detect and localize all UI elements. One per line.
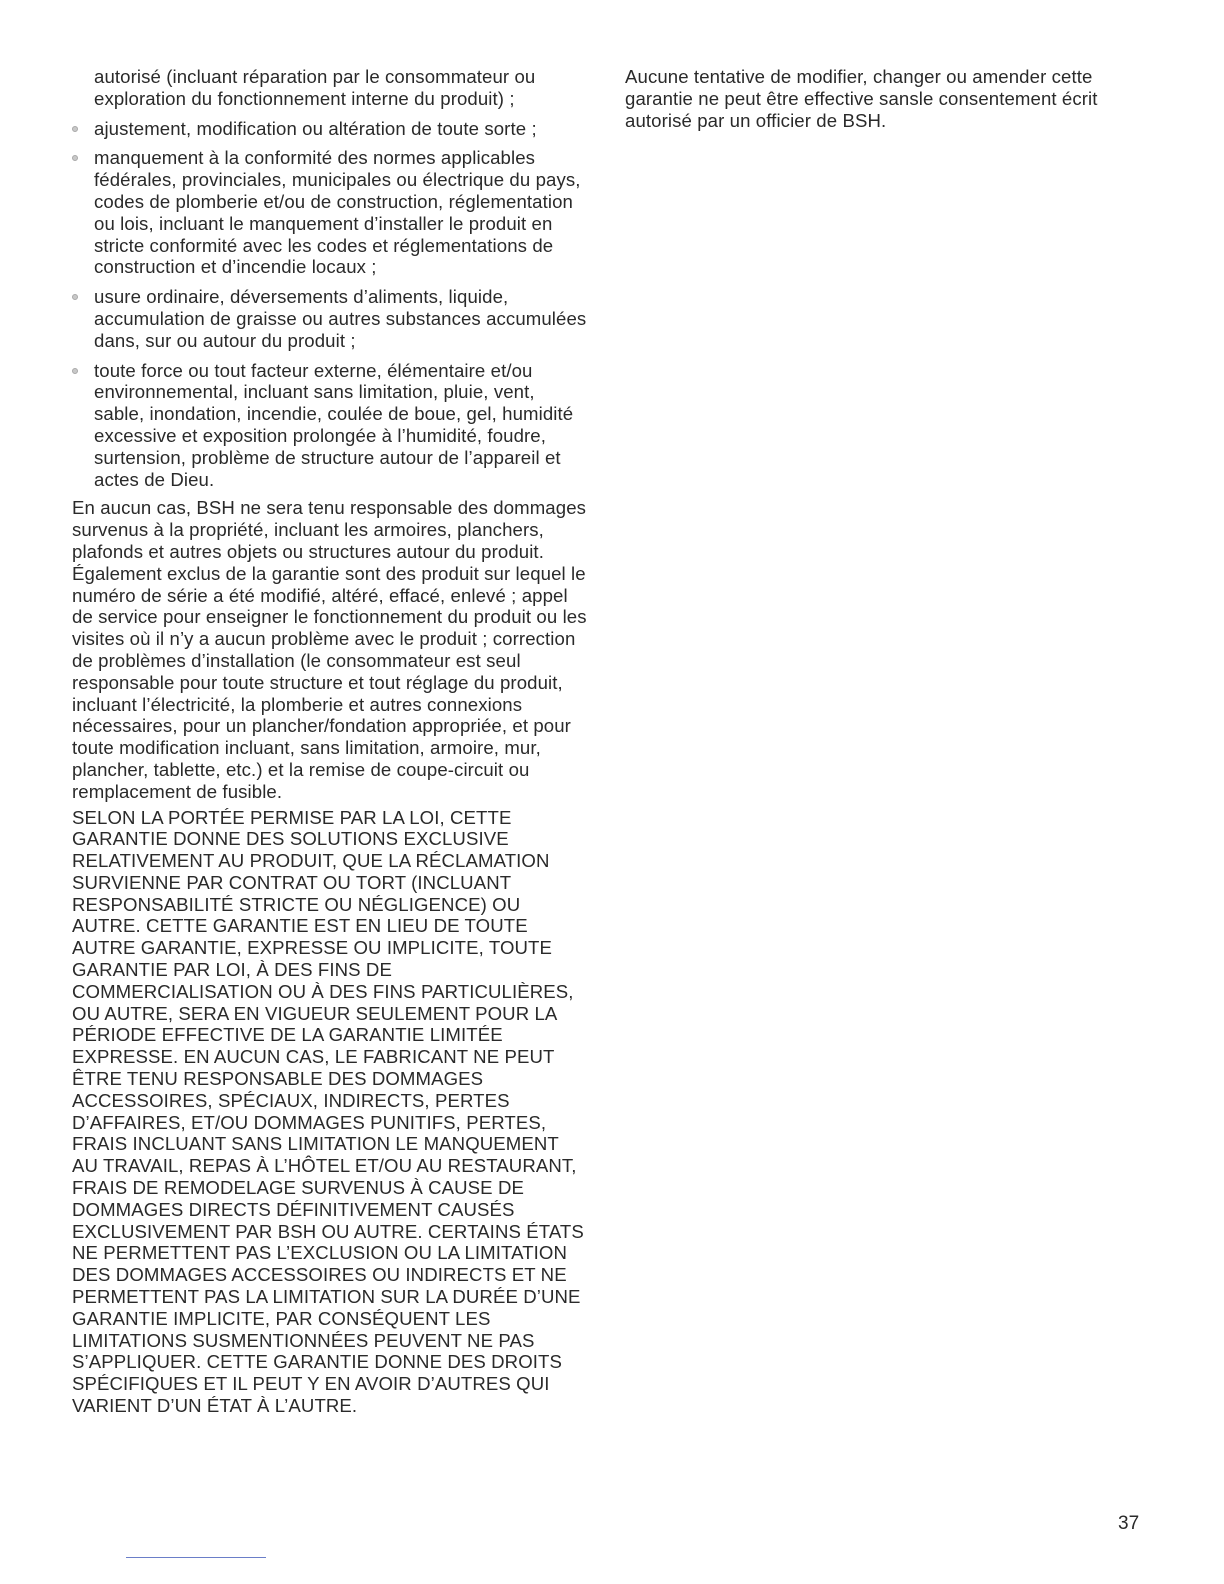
list-item-text: manquement à la conformité des normes applicables fédérales, provinciales, municipales ou électrique du pays, codes de plomberie et/ou de construction, réglementation ou lois, incluant le manquement d’installer le produit en stricte conformité avec les codes et réglementations de construction et d’incendie locaux ;: [94, 147, 581, 278]
right-column: [625, 66, 1145, 131]
list-item: [72, 118, 588, 140]
list-item-text: toute force ou tout facteur externe, élémentaire et/ou environnemental, incluant sans limitation, pluie, vent, sable, inondation, incendie, coulée de boue, gel, humidité excessive et exposition prolongée à l’humidité, foudre, surtension, problème de structure autour de l’appareil et actes de Dieu.: [94, 359, 574, 490]
amendment-paragraph: Aucune tentative de modifier, changer ou amender cette garantie ne peut être effective sansle consentement écrit autorisé par un officier de BSH.: [625, 66, 1098, 131]
left-column: [72, 66, 588, 1417]
list-item-text: usure ordinaire, déversements d’aliments, liquide, accumulation de graisse ou autres substances accumulées dans, sur ou autour du produit ;: [94, 286, 587, 351]
footer-divider: [126, 1557, 266, 1558]
continuation-text: autorisé (incluant réparation par le consommateur ou exploration du fonctionnement interne du produit) ;: [94, 66, 536, 109]
list-item: [72, 147, 588, 278]
limitation-paragraph: SELON LA PORTÉE PERMISE PAR LA LOI, CETTE GARANTIE DONNE DES SOLUTIONS EXCLUSIVE RELATIVEMENT AU PRODUIT, QUE LA RÉCLAMATION SURVIENNE PAR CONTRAT OU TORT (INCLUANT RESPONSABILITÉ STRICTE OU NÉGLIGENCE) OU AUTRE. CETTE GARANTIE EST EN LIEU DE TOUTE AUTRE GARANTIE, EXPRESSE OU IMPLICITE, TOUTE GARANTIE PAR LOI, À DES FINS DE COMMERCIALISATION OU À DES FINS PARTICULIÈRES, OU AUTRE, SERA EN VIGUEUR SEULEMENT POUR LA PÉRIODE EFFECTIVE DE LA GARANTIE LIMITÉE EXPRESSE. EN AUCUN CAS, LE FABRICANT NE PEUT ÊTRE TENU RESPONSABLE DES DOMMAGES ACCESSOIRES, SPÉCIAUX, INDIRECTS, PERTES D’AFFAIRES, ET/OU DOMMAGES PUNITIFS, PERTES, FRAIS INCLUANT SANS LIMITATION LE MANQUEMENT AU TRAVAIL, REPAS À L’HÔTEL ET/OU AU RESTAURANT, FRAIS DE REMODELAGE SURVENUS À CAUSE DE DOMMAGES DIRECTS DÉFINITIVEMENT CAUSÉS EXCLUSIVEMENT PAR BSH OU AUTRE. CERTAINS ÉTATS NE PERMETTENT PAS L’EXCLUSION OU LA LIMITATION DES DOMMAGES ACCESSOIRES OU INDIRECTS ET NE PERMETTENT PAS LA LIMITATION SUR LA DURÉE D’UNE GARANTIE IMPLICITE, PAR CONSÉQUENT LES LIMITATIONS SUSMENTIONNÉES PEUVENT NE PAS S’APPLIQUER. CETTE GARANTIE DONNE DES DROITS SPÉCIFIQUES ET IL PEUT Y EN AVOIR D’AUTRES QUI VARIENT D’UN ÉTAT À L’AUTRE.: [72, 806, 584, 1417]
list-item-text: ajustement, modification ou altération de toute sorte ;: [94, 117, 537, 139]
bullet-icon: [72, 294, 78, 300]
bullet-icon: [72, 155, 78, 161]
liability-paragraph: En aucun cas, BSH ne sera tenu responsable des dommages survenus à la propriété, incluant les armoires, planchers, plafonds et autres objets ou structures autour du produit. Également exclus de la garantie sont des produit sur lequel le numéro de série a été modifié, altéré, effacé, enlevé ; appel de service pour enseigner le fonctionnement du produit ou les visites où il n’y a aucun problème avec le produit ; correction de problèmes d’installation (le consommateur est seul responsable pour toute structure et tout réglage du produit, incluant l’électricité, la plomberie et autres connexions nécessaires, pour un plancher/fondation appropriée, et pour toute modification incluant, sans limitation, armoire, mur, plancher, tablette, etc.) et la remise de coupe-circuit ou remplacement de fusible.: [72, 497, 587, 802]
list-item: [72, 286, 588, 351]
list-item: [72, 360, 588, 491]
bullet-icon: [72, 368, 78, 374]
bullet-icon: [72, 126, 78, 132]
page-number: 37: [1118, 1513, 1140, 1534]
exclusions-list: [72, 118, 588, 491]
